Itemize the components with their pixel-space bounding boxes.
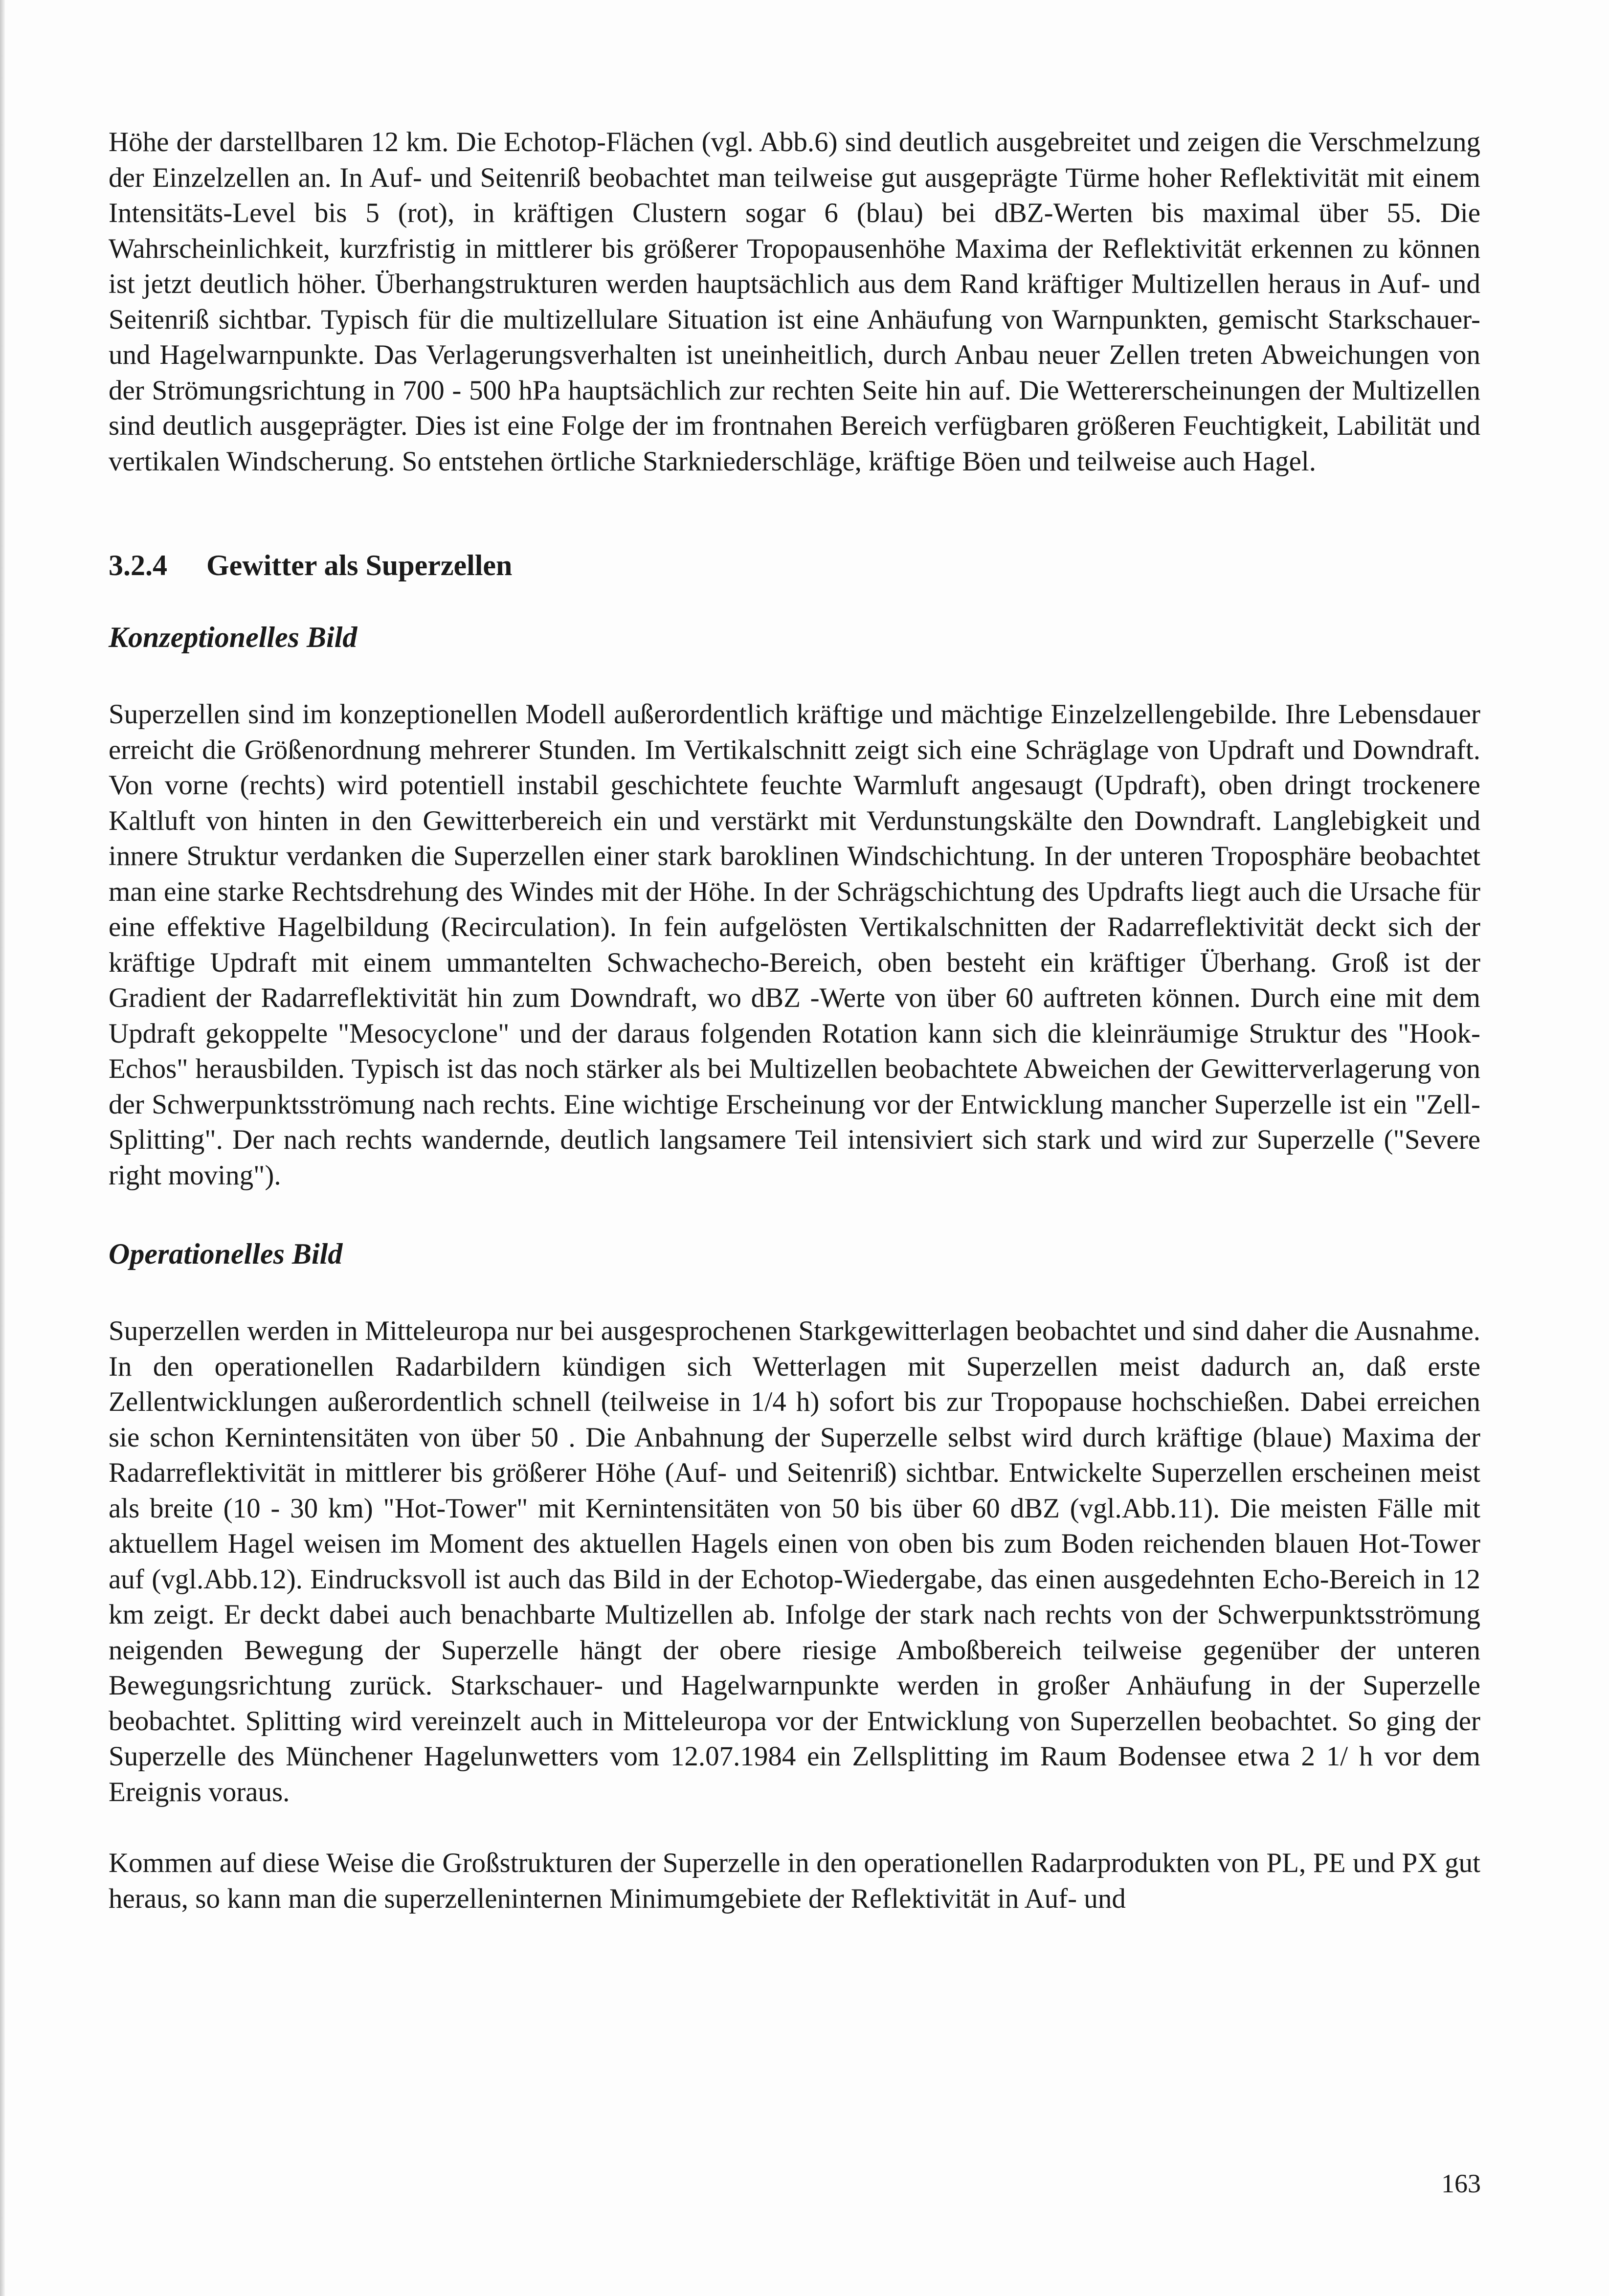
operational-heading: Operationelles Bild: [109, 1238, 343, 1270]
conceptual-heading: Konzeptionelles Bild: [109, 621, 358, 653]
page-number: 163: [1441, 2169, 1481, 2198]
operational-paragraph-1: Superzellen werden in Mitteleuropa nur bei ausgesprochenen Starkgewitterlagen beobachtet und sind daher die Ausnahme. In den operationellen Radarbildern kündigen sich Wetterlagen mit Superzellen meist dadurch an, daß erste Zellentwicklungen außerordentlich schnell (teilweise in 1/4 h) sofort bis zur Tropopause hochschießen. Dabei erreichen sie schon Kernintensitäten von über 50 . Die Anbahnung der Superzelle selbst wird durch kräftige (blaue) Maxima der Radarreflektivität in mittlerer bis größerer Höhe (Auf- und Seitenriß) sichtbar. Entwickelte Superzellen erscheinen meist als breite (10 - 30 km) "Hot-Tower" mit Kernintensitäten von 50 bis über 60 dBZ (vgl.Abb.11). Die meisten Fälle mit aktuellem Hagel weisen im Moment des aktuellen Hagels einen von oben bis zum Boden reichenden blauen Hot-Tower auf (vgl.Abb.12). Eindrucksvoll ist auch das Bild in der Echotop-Wiedergabe, das einen ausgedehnten Echo-Bereich in 12 km zeigt. Er deckt dabei auch benachbarte Multizellen ab. Infolge der stark nach rechts von der Schwerpunktsströmung neigenden Bewegung der Superzelle hängt der obere riesige Amboßbereich teilweise gegenüber der unteren Bewegungsrichtung zurück. Starkschauer- und Hagelwarnpunkte werden in großer Anhäufung in der Superzelle beobachtet. Splitting wird vereinzelt auch in Mitteleuropa vor der Entwicklung von Superzellen beobachtet. So ging der Superzelle des Münchener Hagelunwetters vom 12.07.1984 ein Zellsplitting im Raum Bodensee etwa 2 1/ h vor dem Ereignis voraus.: [109, 1315, 1480, 1807]
scan-edge: [0, 0, 5, 2296]
operational-paragraph-2: Kommen auf diese Weise die Großstrukturen der Superzelle in den operationellen Radarprodukten von PL, PE und PX gut heraus, so kann man die superzelleninternen Minimumgebiete der Reflektivität in Auf- und: [109, 1848, 1480, 1914]
page-content: [109, 125, 1480, 1917]
intro-paragraph: Höhe der darstellbaren 12 km. Die Echotop-Flächen (vgl. Abb.6) sind deutlich ausgebreitet und zeigen die Verschmelzung der Einzelzellen an. In Auf- und Seitenriß beobachtet man teilweise gut ausgeprägte Türme hoher Reflektivität mit einem Intensitäts-Level bis 5 (rot), in kräftigen Clustern sogar 6 (blau) bei dBZ-Werten bis maximal über 55. Die Wahrscheinlichkeit, kurzfristig in mittlerer bis größerer Tropopausenhöhe Maxima der Reflektivität erkennen zu können ist jetzt deutlich höher. Überhangstrukturen werden hauptsächlich aus dem Rand kräftiger Multizellen heraus in Auf- und Seitenriß sichtbar. Typisch für die multizellulare Situation ist eine Anhäufung von Warnpunkten, gemischt Starkschauer- und Hagelwarnpunkte. Das Verlagerungsverhalten ist uneinheitlich, durch Anbau neuer Zellen treten Abweichungen von der Strömungsrichtung in 700 - 500 hPa hauptsächlich zur rechten Seite hin auf. Die Wettererscheinungen der Multizellen sind deutlich ausgeprägter. Dies ist eine Folge der im frontnahen Bereich verfügbaren größeren Feuchtigkeit, Labilität und vertikalen Windscherung. So entstehen örtliche Starkniederschläge, kräftige Böen und teilweise auch Hagel.: [109, 127, 1480, 477]
section-number: 3.2.4: [109, 549, 167, 581]
section-title: Gewitter als Superzellen: [206, 549, 513, 581]
conceptual-paragraph: Superzellen sind im konzeptionellen Modell außerordentlich kräftige und mächtige Einzelzellengebilde. Ihre Lebensdauer erreicht die Größenordnung mehrerer Stunden. Im Vertikalschnitt zeigt sich eine Schräglage von Updraft und Downdraft. Von vorne (rechts) wird potentiell instabil geschichtete feuchte Warmluft angesaugt (Updraft), oben dringt trockenere Kaltluft von hinten in den Gewitterbereich ein und verstärkt mit Verdunstungskälte den Downdraft. Langlebigkeit und innere Struktur verdanken die Superzellen einer stark baroklinen Windschichtung. In der unteren Troposphäre beobachtet man eine starke Rechtsdrehung des Windes mit der Höhe. In der Schrägschichtung des Updrafts liegt auch die Ursache für eine effektive Hagelbildung (Recirculation). In fein aufgelösten Vertikalschnitten der Radarreflektivität deckt sich der kräftige Updraft mit einem ummantelten Schwachecho-Bereich, oben besteht ein kräftiger Überhang. Groß ist der Gradient der Radarreflektivität hin zum Downdraft, wo dBZ -Werte von über 60 auftreten können. Durch eine mit dem Updraft gekoppelte "Mesocyclone" und der daraus folgenden Rotation kann sich die kleinräumige Struktur des "Hook-Echos" herausbilden. Typisch ist das noch stärker als bei Multizellen beobachtete Abweichen der Gewitterverlagerung von der Schwerpunktsströmung nach rechts. Eine wichtige Erscheinung vor der Entwicklung mancher Superzelle ist ein "Zell-Splitting". Der nach rechts wandernde, deutlich langsamere Teil intensiviert sich stark und wird zur Superzelle ("Severe right moving").: [109, 699, 1480, 1191]
section-heading: [109, 548, 1480, 583]
